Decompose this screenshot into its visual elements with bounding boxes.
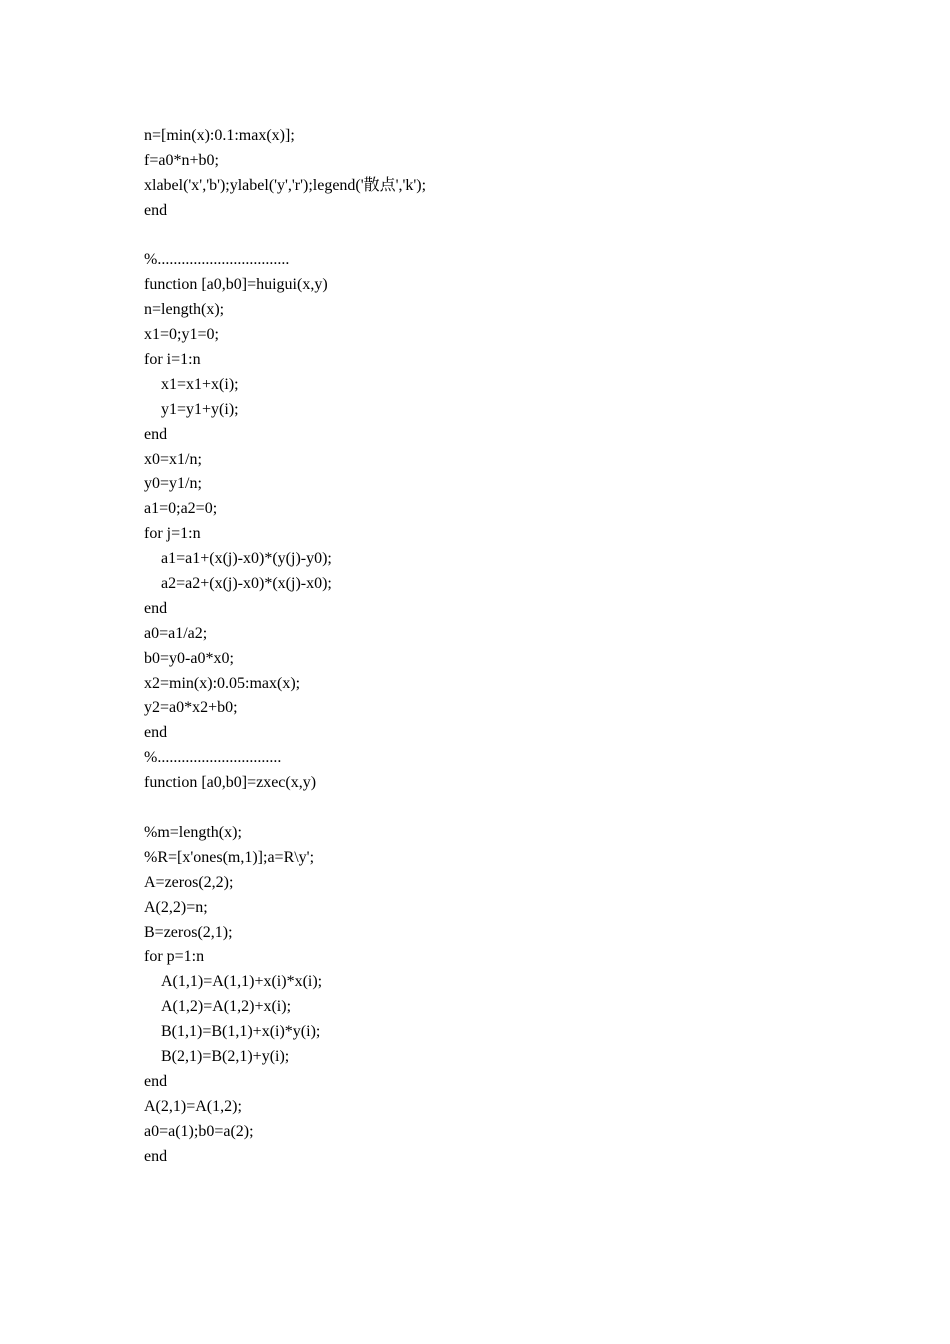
code-line: %R=[x'ones(m,1)];a=R\y'; xyxy=(144,848,315,866)
code-line: for p=1:n xyxy=(144,948,205,966)
code-line: B(2,1)=B(2,1)+y(i); xyxy=(161,1047,290,1065)
code-line: a1=a1+(x(j)-x0)*(y(j)-y0); xyxy=(161,550,332,568)
blank-line xyxy=(144,796,426,821)
blank-line xyxy=(144,224,426,249)
code-line: B=zeros(2,1); xyxy=(144,923,233,941)
code-line: a1=0;a2=0; xyxy=(144,500,218,518)
code-line: for j=1:n xyxy=(144,525,201,543)
code-line: %................................. xyxy=(144,251,290,269)
code-line: %m=length(x); xyxy=(144,823,242,841)
code-line: y2=a0*x2+b0; xyxy=(144,699,238,717)
code-line: function [a0,b0]=zxec(x,y) xyxy=(144,774,317,792)
code-line: n=length(x); xyxy=(144,301,225,319)
code-line: a0=a(1);b0=a(2); xyxy=(144,1122,254,1140)
code-line: a2=a2+(x(j)-x0)*(x(j)-x0); xyxy=(161,575,332,593)
code-line: a0=a1/a2; xyxy=(144,624,208,642)
code-line: y1=y1+y(i); xyxy=(161,400,239,418)
code-line: A(2,2)=n; xyxy=(144,898,208,916)
code-line: end xyxy=(144,599,168,617)
code-line: end xyxy=(144,1072,168,1090)
code-line: A(1,2)=A(1,2)+x(i); xyxy=(161,998,292,1016)
code-line: %............................... xyxy=(144,749,282,767)
code-line: b0=y0-a0*x0; xyxy=(144,649,234,667)
code-line: end xyxy=(144,724,168,742)
code-line: function [a0,b0]=huigui(x,y) xyxy=(144,276,328,294)
code-line: A(1,1)=A(1,1)+x(i)*x(i); xyxy=(161,973,323,991)
code-line: x0=x1/n; xyxy=(144,450,202,468)
code-line: y0=y1/n; xyxy=(144,475,202,493)
code-line: end xyxy=(144,1147,168,1165)
code-line: f=a0*n+b0; xyxy=(144,151,219,169)
code-line: end xyxy=(144,425,168,443)
code-line: x2=min(x):0.05:max(x); xyxy=(144,674,301,692)
code-line: n=[min(x):0.1:max(x)]; xyxy=(144,127,295,144)
code-line: end xyxy=(144,201,168,219)
code-line: for i=1:n xyxy=(144,351,201,369)
code-listing xyxy=(144,124,426,1169)
code-line: xlabel('x','b');ylabel('y','r');legend('散点','k'); xyxy=(144,176,427,194)
code-line: A=zeros(2,2); xyxy=(144,873,234,891)
code-line: x1=0;y1=0; xyxy=(144,326,219,344)
code-line: x1=x1+x(i); xyxy=(161,375,239,393)
code-line: B(1,1)=B(1,1)+x(i)*y(i); xyxy=(161,1023,321,1041)
code-line: A(2,1)=A(1,2); xyxy=(144,1097,242,1115)
